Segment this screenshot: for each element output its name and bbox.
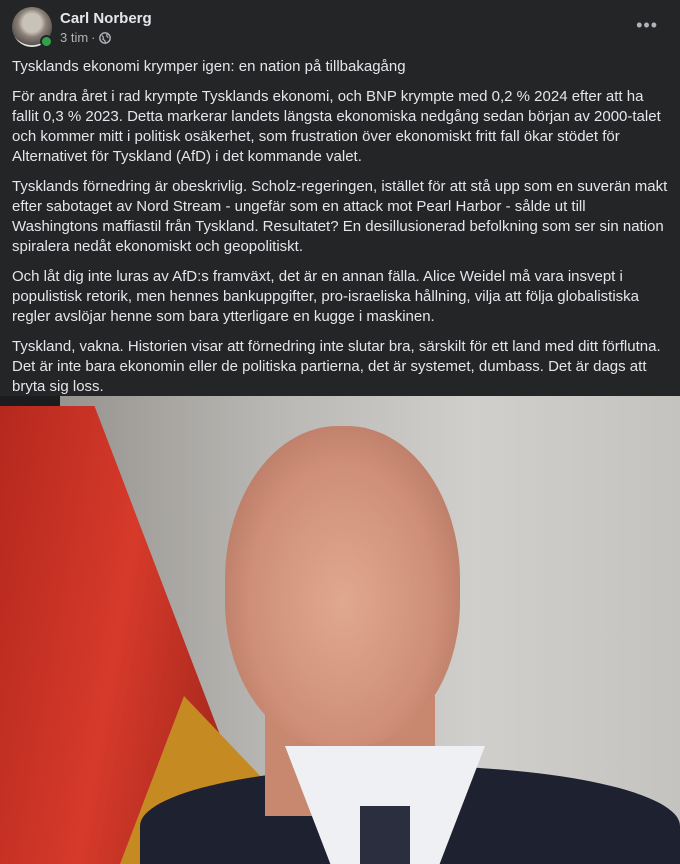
post-title: Tysklands ekonomi krymper igen: en nation på tillbakagång bbox=[12, 58, 406, 75]
more-options-button[interactable]: ••• bbox=[636, 15, 658, 35]
post-header bbox=[12, 7, 668, 49]
post-time[interactable]: 3 tim bbox=[60, 30, 89, 45]
post-photo[interactable] bbox=[0, 396, 680, 864]
post-paragraph: Tysklands förnedring är obeskrivlig. Scholz-regeringen, istället för att stå upp som en suverän makt efter sabotaget av Nord Stream - ungefär som en attack mot Pearl Harbor - sålde ut till Washingtons maffiastil från Tyskland. Resultatet? En desillusionerad befolkning som ser sin nation spiralera nedåt ekonomiskt och geopolitiskt. bbox=[12, 178, 668, 255]
post-meta bbox=[60, 30, 111, 45]
tie bbox=[360, 806, 410, 864]
post-text bbox=[12, 57, 672, 407]
post-paragraph: Tyskland, vakna. Historien visar att förnedring inte slutar bra, särskilt för ett land med ditt förflutna. Det är inte bara ekonomin eller de politiska partierna, det är systemet, dumbass. Det är dags att bryta sig loss. bbox=[12, 338, 661, 395]
author-name[interactable]: Carl Norberg bbox=[60, 10, 152, 27]
post-paragraph: Och låt dig inte luras av AfD:s framväxt, det är en annan fälla. Alice Weidel må vara insvept i populistisk retorik, men hennes bankuppgifter, pro-israeliska hållning, vilja att följa globalistiska regler avslöjar henne som bara ytterligare en kugge i maskinen. bbox=[12, 268, 639, 325]
post-paragraph: För andra året i rad krympte Tysklands ekonomi, och BNP krympte med 0,2 % 2024 efter att ha fallit 0,3 % 2023. Detta markerar landets längsta ekonomiska nedgång sedan början av 2000-talet och kommer mitt i politisk osäkerhet, som frustration över ekonomiskt fritt fall ökar stödet för Alternativet för Tyskland (AfD) i det kommande valet. bbox=[12, 88, 661, 165]
online-status-icon bbox=[40, 35, 53, 48]
globe-icon bbox=[99, 32, 111, 44]
separator: · bbox=[91, 30, 96, 45]
person-head bbox=[225, 426, 460, 746]
